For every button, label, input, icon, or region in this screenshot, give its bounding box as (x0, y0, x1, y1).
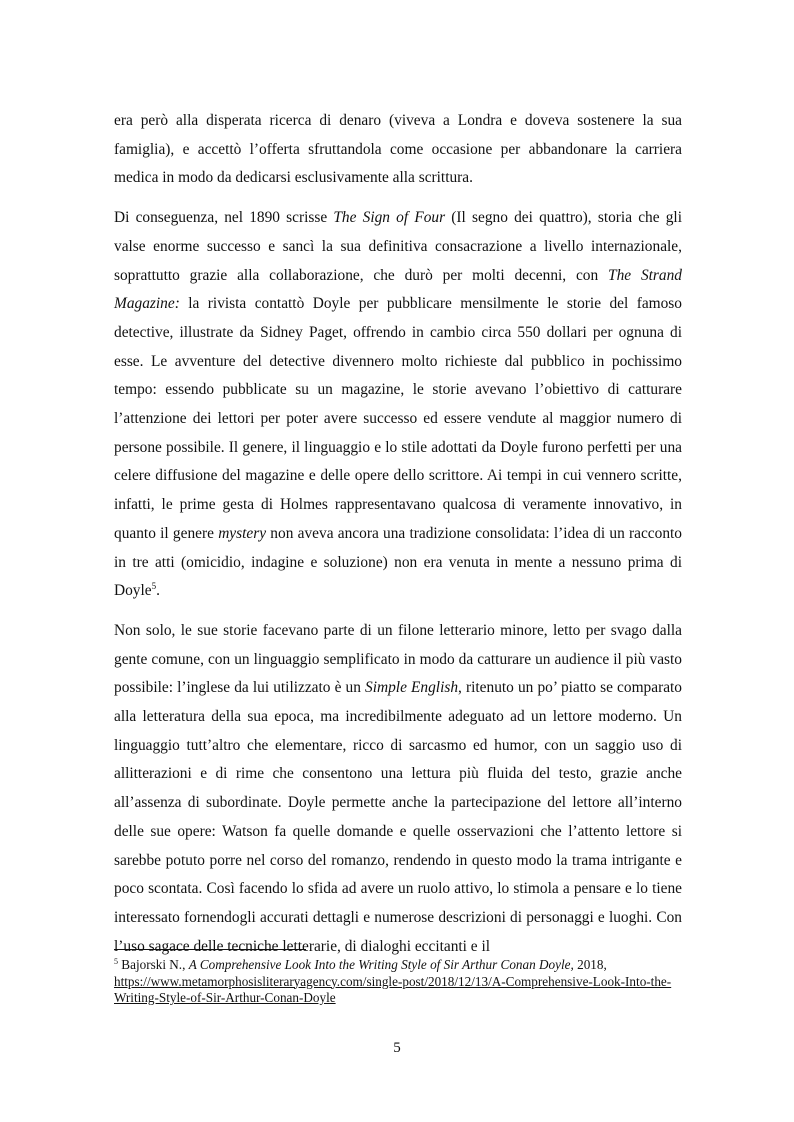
footnote-year: 2018, (573, 957, 607, 972)
body-text (114, 107, 682, 972)
footnote-link[interactable]: https://www.metamorphosisliteraryagency.com/single-post/2018/12/13/A-Comprehensive-Look-Into-the-Writing-Style-of-Sir-Arthur-Conan-Doyle (114, 973, 672, 1006)
footnote (114, 957, 682, 1007)
paragraph-2-text-4: non aveva ancora una tradizione consolidata: l’idea di un racconto in tre atti (omicidio, indagine e soluzione) non era venuta in mente a nessuno prima di Doyle (114, 524, 682, 600)
paragraph-3-text-1: Non solo, le sue storie facevano parte di un filone letterario minore, letto per svago dalla gente comune, con un linguaggio semplificato in modo da catturare un audience il più vasto possibile: l’inglese da lui utilizzato è un (114, 621, 682, 697)
title-strand-magazine: The Strand Magazine: (114, 266, 682, 313)
paragraph-3 (114, 617, 682, 961)
paragraph-1-text: era però alla disperata ricerca di denaro (viveva a Londra e doveva sostenere la sua famiglia), e accettò l’offerta sfruttandola come occasione per abbandonare la carriera medica in modo da dedicarsi esclusivamente alla scrittura. (114, 112, 682, 187)
footnote-reference[interactable]: 5 (151, 581, 157, 592)
term-mystery: mystery (218, 524, 267, 542)
paragraph-2-text-1: Di conseguenza, nel 1890 scrisse (114, 209, 334, 227)
footnote-separator (114, 949, 306, 950)
footnote-title: A Comprehensive Look Into the Writing Style of Sir Arthur Conan Doyle, (188, 957, 574, 972)
paragraph-2 (114, 204, 682, 606)
footnote-number: 5 (114, 957, 118, 966)
paragraph-1 (114, 107, 682, 193)
paragraph-2-text-2: (Il segno dei quattro), storia che gli valse enorme successo e sancì la sua definitiva consacrazione a livello internazionale, soprattutto grazie alla collaborazione, che durò per molti decenni, con (114, 209, 682, 284)
footnote-author: Bajorski N., (118, 957, 189, 972)
paragraph-2-text-5: . (156, 582, 160, 600)
page-number: 5 (393, 1040, 401, 1056)
paragraph-3-text-2: , ritenuto un po’ piatto se comparato alla letteratura della sua epoca, ma incredibilmente adeguato ad un lettore moderno. Un linguaggio tutt’altro che elementare, ricco di sarcasmo ed humor, con un saggio uso di allitterazioni e di rime che consentono una lettura più fluida del testo, grazie anche all’assenza di subordinate. Doyle permette anche la partecipazione del lettore all’interno delle sue opere: Watson fa quelle domande e quelle osservazioni che l’attento lettore si sarebbe potuto porre nel corso del romanzo, rendendo in questo modo la trama intrigante e poco scontata. Così facendo lo sfida ad avere un ruolo attivo, lo stimola a pensare e lo tiene interessato fornendogli accurati dettagli e numerose descrizioni di personaggi e luoghi. Con l’uso sagace delle tecniche letterarie, di dialoghi eccitanti e il (114, 679, 682, 955)
paragraph-2-text-3: la rivista contattò Doyle per pubblicare mensilmente le storie del famoso detective, illustrate da Sidney Paget, offrendo in cambio circa 550 dollari per ognuna di esse. Le avventure del detective divennero molto richieste dal pubblico in pochissimo tempo: essendo pubblicate su un magazine, le storie avevano l’obiettivo di catturare l’attenzione dei lettori per poter avere successo ed essere vendute al maggior numero di persone possibile. Il genere, il linguaggio e lo stile adottati da Doyle furono perfetti per una celere diffusione del magazine e delle opere dello scrittore. Ai tempi in cui vennero scritte, infatti, le prime gesta di Holmes rappresentavano qualcosa di veramente innovativo, in quanto il genere (114, 295, 682, 542)
title-sign-of-four: The Sign of Four (333, 209, 446, 227)
term-simple-english: Simple English (365, 679, 459, 697)
